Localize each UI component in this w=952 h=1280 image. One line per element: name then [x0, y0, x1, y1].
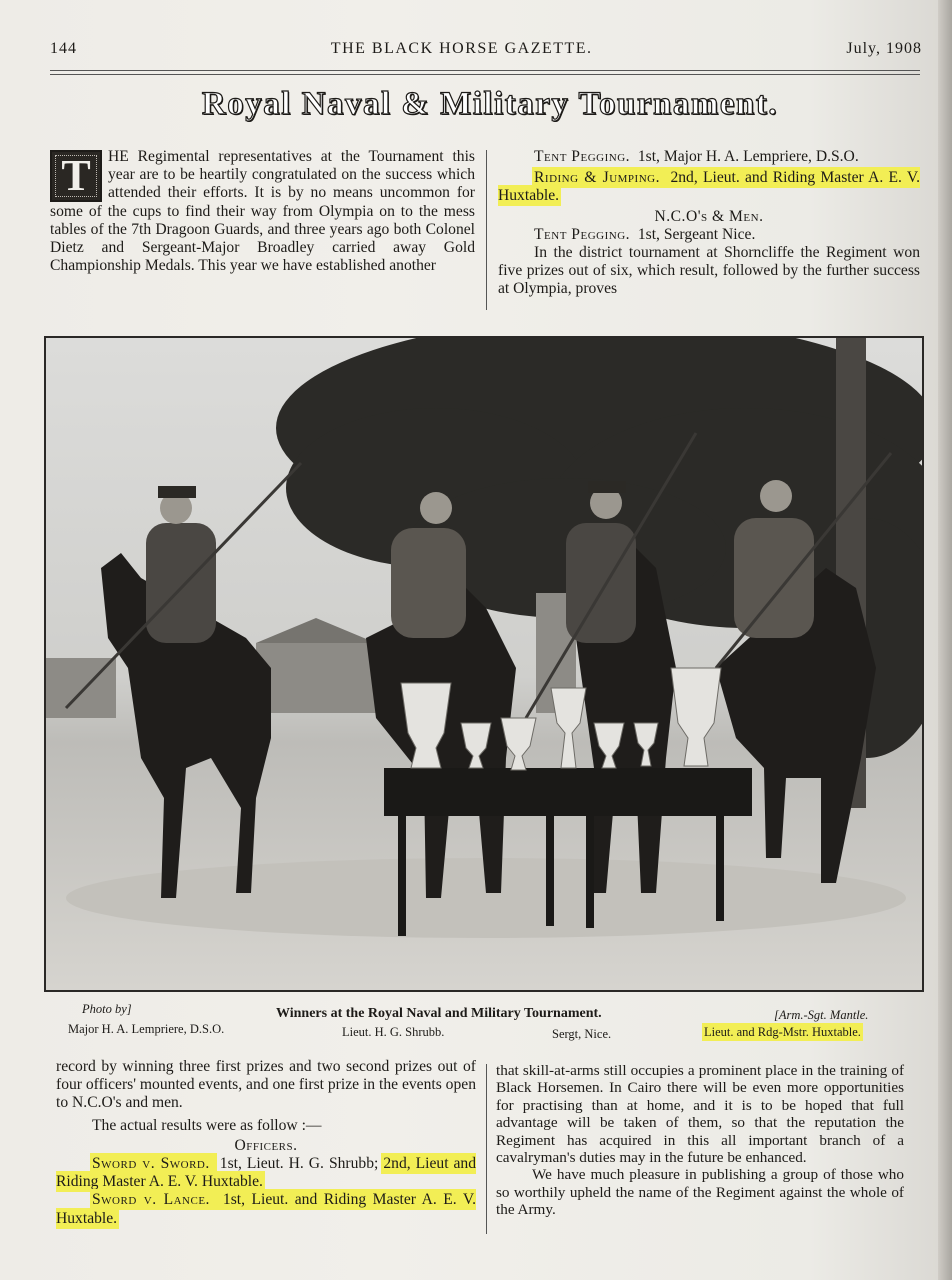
- event-result: 1st, Lieut. and Riding Master A. E. V. Huxtable.: [56, 1191, 476, 1227]
- event-result: 1st, Major H. A. Lempriere, D.S.O.: [637, 148, 859, 165]
- caption-name-1: Major H. A. Lempriere, D.S.O.: [68, 1022, 225, 1036]
- column-divider-top: [486, 150, 487, 310]
- photo-illustration: [46, 338, 922, 990]
- right-column-top: [498, 148, 920, 299]
- caption-photo-by: Photo by]: [82, 1002, 132, 1016]
- event-result: 1st, Lieut. H. G. Shrubb;: [219, 1155, 379, 1173]
- caption-title: Winners at the Royal Naval and Military Tournament.: [276, 1006, 602, 1021]
- running-head: [50, 40, 922, 66]
- ncos-heading: N.C.O's & Men.: [654, 207, 764, 225]
- caption-photographer: [Arm.-Sgt. Mantle.: [774, 1008, 869, 1022]
- issue-date: July, 1908: [846, 40, 922, 57]
- left-column-top: [50, 148, 475, 275]
- column-divider-bottom: [486, 1064, 487, 1234]
- results-intro: The actual results were as follow :—: [92, 1116, 322, 1134]
- highlight-sword-v-lance: [56, 1191, 476, 1226]
- intro-paragraph: HE Regimental representatives at the Tournament this year are to be heartily congratulated on the success which attended their efforts. It is by no means uncommon for some of the cups to find their way from Olympia on to the mess tables of the 7th Dragoon Guards, and three years ago both Colonel Dietz and Sergeant-Major Broadley carried away Gold Championship Medals. This year we have established another: [50, 148, 475, 275]
- result-sword-v-lance: [56, 1191, 476, 1227]
- highlight-riding-jumping: [498, 169, 920, 204]
- result-tent-pegging-officers: [498, 148, 920, 166]
- skill-at-arms-paragraph: that skill-at-arms still occupies a prominent place in the training of Black Horsemen. In Cairo there will be even more opportunities for practising than at home, and it is to be hoped that full advantage will be taken of them, so that the reputation the Regiment has acquired in this all important branch of a cavalryman's duties may in the future be enhanced.: [496, 1062, 904, 1167]
- result-tent-pegging-ncos: [498, 226, 920, 244]
- tournament-photograph: [44, 336, 924, 992]
- event-label: Sword v. Lance.: [92, 1191, 210, 1209]
- event-result-second: 2nd, Lieut and Riding Master A. E. V. Huxtable.: [56, 1155, 477, 1191]
- event-label: Tent Pegging.: [534, 148, 631, 165]
- event-label: Tent Pegging.: [534, 225, 631, 243]
- officers-heading: Officers.: [234, 1136, 298, 1154]
- shorncliffe-paragraph: In the district tournament at Shorncliffe the Regiment won five prizes out of six, which result, followed by the further success at Olympia, proves: [498, 244, 920, 298]
- result-riding-jumping: [498, 169, 920, 205]
- event-result: 1st, Sergeant Nice.: [637, 225, 756, 243]
- caption-name-2: Lieut. H. G. Shrubb.: [342, 1025, 445, 1039]
- left-column-bottom: [56, 1058, 476, 1228]
- header-rule: [50, 70, 920, 71]
- record-paragraph: record by winning three first prizes and two second prizes out of four officers' mounted events, and one first prize in the events open to N.C.O's and men.: [56, 1058, 476, 1112]
- highlight-sword-v-sword: [92, 1155, 215, 1172]
- result-sword-v-sword: [56, 1155, 476, 1191]
- highlight-huxtable-caption: Lieut. and Rdg-Mstr. Huxtable.: [704, 1025, 861, 1039]
- caption-name-4: [704, 1025, 861, 1040]
- publishing-paragraph: We have much pleasure in publishing a group of those who so worthily upheld the name of the Regiment against the whole of the Army.: [496, 1166, 904, 1219]
- page-number: 144: [50, 40, 77, 57]
- article-headline: Royal Naval & Military Tournament.: [201, 86, 779, 122]
- right-column-bottom: [496, 1062, 904, 1219]
- caption-name-3: Sergt, Nice.: [552, 1027, 612, 1041]
- header-rule-double: [50, 74, 920, 75]
- event-label: Riding & Jumping.: [534, 169, 660, 187]
- book-spine-shadow: [938, 0, 952, 1280]
- dropcap-letter: T: [50, 150, 102, 202]
- publication-title: THE BLACK HORSE GAZETTE.: [330, 40, 593, 57]
- event-result: 2nd, Lieut. and Riding Master A. E. V. Huxtable.: [498, 169, 920, 205]
- event-label: Sword v. Sword.: [92, 1155, 210, 1173]
